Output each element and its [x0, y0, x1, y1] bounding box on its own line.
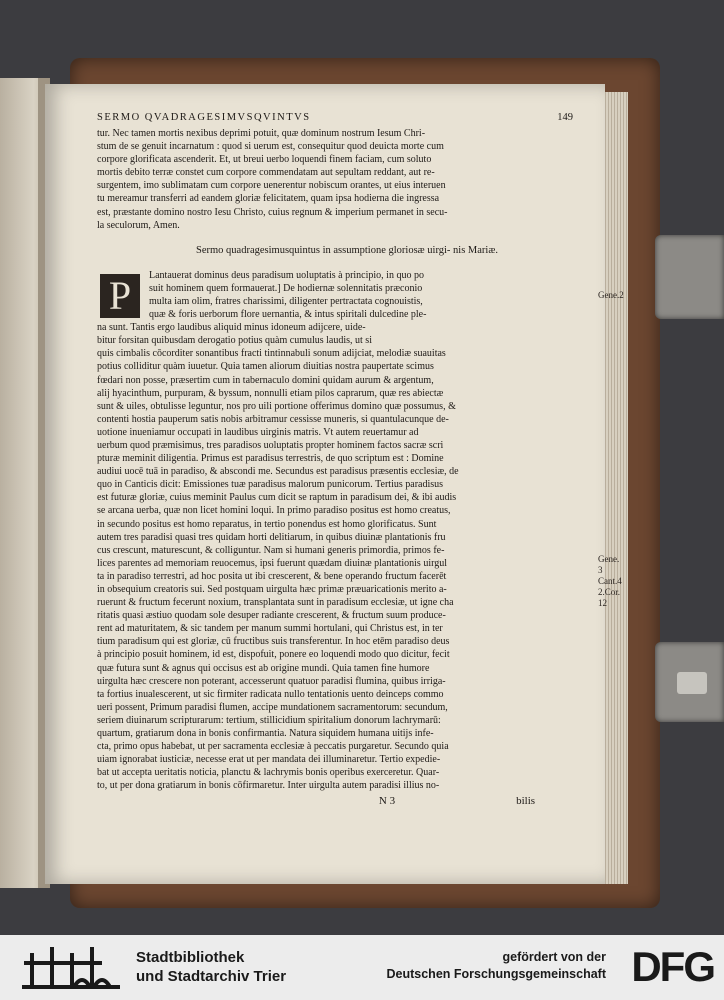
margin-note-1: [598, 290, 624, 301]
footer-bar: [0, 935, 724, 1000]
text-line: potius colliditur quàm iuuetur. Quia tamen aliorum diuitias nostra paupertate scimus: [97, 361, 434, 373]
dfg-logo: DFG: [631, 943, 714, 990]
text-line: sunt & uiles, obtulisse leguntur, nos pro uili portione offerimus domino quæ possumus, &: [97, 400, 456, 412]
margin-note-line: 2.Cor. 12: [598, 587, 621, 608]
text-line: la seculorum, Amen.: [97, 219, 180, 231]
text-line: est, præstante domino nostro Iesu Christo, cuius regnum & imperium permanet in secu-: [97, 206, 448, 218]
library-name: Stadtbibliothek und Stadtarchiv Trier: [136, 949, 287, 985]
clasp-pin: [677, 672, 707, 694]
margin-note-line: Gene.2: [598, 290, 624, 300]
text-line: ruerunt & fructum fecerunt noxium, transplantata sunt in paradisum ecclesiæ, ut igne cha: [97, 597, 454, 609]
margin-note-2: [598, 554, 622, 609]
text-line: tur. Nec tamen mortis nexibus deprimi potuit, quæ dominum nostrum Iesum Chri-: [97, 128, 426, 139]
page-header: [97, 112, 597, 123]
text-line: lices parentes ad memoriam reuocemus, ipsi fuerunt quædam diuinæ plantationis uirgul: [97, 557, 448, 569]
text-line: quæ & foris uerborum flore uernantia, & intus spiritali dulcedine ple-: [149, 309, 427, 321]
text-line: quæ futura sunt & agnus qui occisus est ab origine mundi. Quia tamen fine humore: [97, 662, 430, 674]
text-line: se arcana uerba, quæ non licet homini loqui. In primo paradiso positus est homo creatus,: [97, 505, 451, 517]
library-logo-icon: [22, 943, 122, 991]
text-line: surgentem, imo sublimatam cum corpore uenerentur nobiscum orantes, ut eius interuen: [97, 180, 446, 192]
text-line: seriem diuinarum scripturarum: tertium, stillicidium spiritalium donorum lachrymarū:: [97, 714, 441, 726]
text-line: quis cimbalis cōcorditer sonantibus fracti tintinnabuli sonum adijciat, melodiæ suauitas: [97, 348, 446, 360]
text-line: uotione inueniamur occupati in laudibus uirginis matris. Vt autem reuertamur ad: [97, 426, 419, 438]
text-line: na sunt. Tantis ergo laudibus aliquid minus idoneum adijcere, uide-: [97, 322, 366, 334]
text-line: suit hominem quem formauerat.] De hodiernæ solennitatis præconio: [149, 282, 423, 294]
catchword: bilis: [516, 794, 536, 807]
sermon-heading: Sermo quadragesimusquintus in assumptione gloriosæ uirgi- nis Mariæ.: [196, 244, 498, 256]
text-line: alij hyacinthum, purpuram, & byssum, nonnulli etiam pilos caprarum, quæ res abiectæ: [97, 387, 444, 399]
running-head: SERMO QVADRAGESIMVSQVINTVS: [97, 112, 311, 123]
folio-number: 149: [557, 112, 573, 123]
text-line: in secundo positus est homo reparatus, in tertio ponendus est homo glorificatus. Sunt: [97, 518, 437, 530]
text-line: uirgulta hæc crescere non poterant, accesserunt quatuor paradisi flumina, quibus irriga-: [97, 675, 446, 687]
text-line: audiui uocē tuā in paradiso, & abscondi me. Secundus est paradisus præsentis ecclesiæ, de: [97, 466, 459, 478]
text-line: rent ad maturitatem, & sic tandem per manum summi hortulani, qui Christus est, in ter: [97, 623, 443, 635]
text-line: bitur forsitan quibusdam derogatio potius quàm cumulus laudis, ut si: [97, 335, 372, 347]
text-line: tium paradisum qui est gloriæ, cū fructibus suis transferentur. In hoc etēm paradiso deus: [97, 636, 450, 648]
book-page: [45, 84, 624, 884]
text-line: ta in paradiso terrestri, ad hoc posita ut ibi crescerent, & bene operando fructum facerēt: [97, 570, 447, 582]
text-line: ueri possent, Primum paradisi flumen, accipe mundationem sacramentorum: secundum,: [97, 701, 448, 713]
text-line: Lantauerat dominus deus paradisum uoluptatis à principio, in quo po: [149, 269, 424, 281]
text-line: bat ut accepta ueritatis noticia, planctu & lachrymis bonis operibus exerceretur. Quar-: [97, 767, 440, 779]
funding-note: gefördert von der Deutschen Forschungsgemeinschaft: [386, 950, 606, 981]
text-line: contenti hostia pauperum satis nobis arbitramur cessisse muneris, si quantulacunque de-: [97, 413, 449, 425]
text-line: uiam ignorabat iusticiæ, necesse erat ut per mandata dei illuminaretur. Tertio expedie-: [97, 754, 441, 766]
text-line: to, ut per dona gratiarum in bonis cōfirmaretur. Inter uirgulta autem paradisi illius no-: [97, 780, 440, 792]
text-line: quo in Canticis dicit: Emissiones tuæ paradisus malorum punicorum. Tertius paradisus: [97, 479, 444, 491]
text-line: cta, primo opus habebat, ut per sacramenta ecclesiæ à peccatis purgaretur. Secundo quia: [97, 741, 449, 753]
text-line: ta fortius inualescerent, ut sic firmiter radicata nullo tentationis uento deinceps commo: [97, 688, 444, 700]
signature-line: [97, 795, 597, 807]
clasp-bottom: [655, 642, 724, 722]
text-line: multa iam olim, fratres charissimi, diligenter pertractata cognouistis,: [149, 295, 423, 307]
decorated-initial: P: [97, 271, 143, 321]
text-line: corpore glorificata ascenderit. Et, ut breui uerbo loquendi finem faciam, cum soluto: [97, 154, 432, 166]
text-line: à principio posuit hominem, id est, dispofuit, ponere eo loquendi modo quo dicitur, fecit: [97, 649, 450, 661]
margin-note-line: Gene. 3: [598, 554, 620, 575]
text-line: pturæ meminit diligentia. Primus est paradisus terrestris, de quo scriptum est : Domine: [97, 453, 444, 465]
page-text: [97, 112, 597, 807]
text-line: autem tres paradisi quasi tres quidam horti delitiarum, in quibus diuinæ plantationis fru: [97, 531, 446, 543]
opening-paragraph: [97, 127, 597, 232]
text-line: stum de se genuit incarnatum : quod si uerum est, consequitur quod deuicta morte cum: [97, 141, 444, 153]
text-line: in obsequium creatoris sui. Sed postquam uirgulta hæc primæ præuaricationis merito a-: [97, 584, 447, 595]
text-line: est futuræ gloriæ, cuius meminit Paulus cum dicit se raptum in paradisum dei, & ibi audis: [97, 492, 457, 504]
clasp-top: [655, 235, 724, 319]
text-line: mortis debito terræ constet cum corpore commendatam aut sepultam reddant, aut re-: [97, 167, 435, 179]
margin-note-line: Cant.4: [598, 576, 622, 586]
signature-mark: N 3: [378, 794, 396, 807]
text-line: uerbum quod præmisimus, tres paradisos uoluptatis propter hominem factos sacræ scri: [97, 439, 444, 451]
text-line: fœdari non posse, præsertim cum in tabernaculo domini quidam aurum & argentum,: [97, 374, 434, 386]
text-line: quartum, gratiarum dona in bonis confirmantia. Natura siquidem humana uitijs infe-: [97, 728, 434, 740]
text-line: tu mereamur transferri ad eandem gloriæ felicitatem, quam ipsa hodierna die ingressa: [97, 193, 440, 205]
text-line: cus crescunt, maturescunt, & colliguntur. Nam si humani generis primordia, primos fe-: [97, 544, 445, 556]
sermon-body: [97, 269, 597, 793]
text-line: ritatis quasi æstiuo quodam sole desuper radiante crescerent, & fructum suum produce-: [97, 610, 446, 622]
